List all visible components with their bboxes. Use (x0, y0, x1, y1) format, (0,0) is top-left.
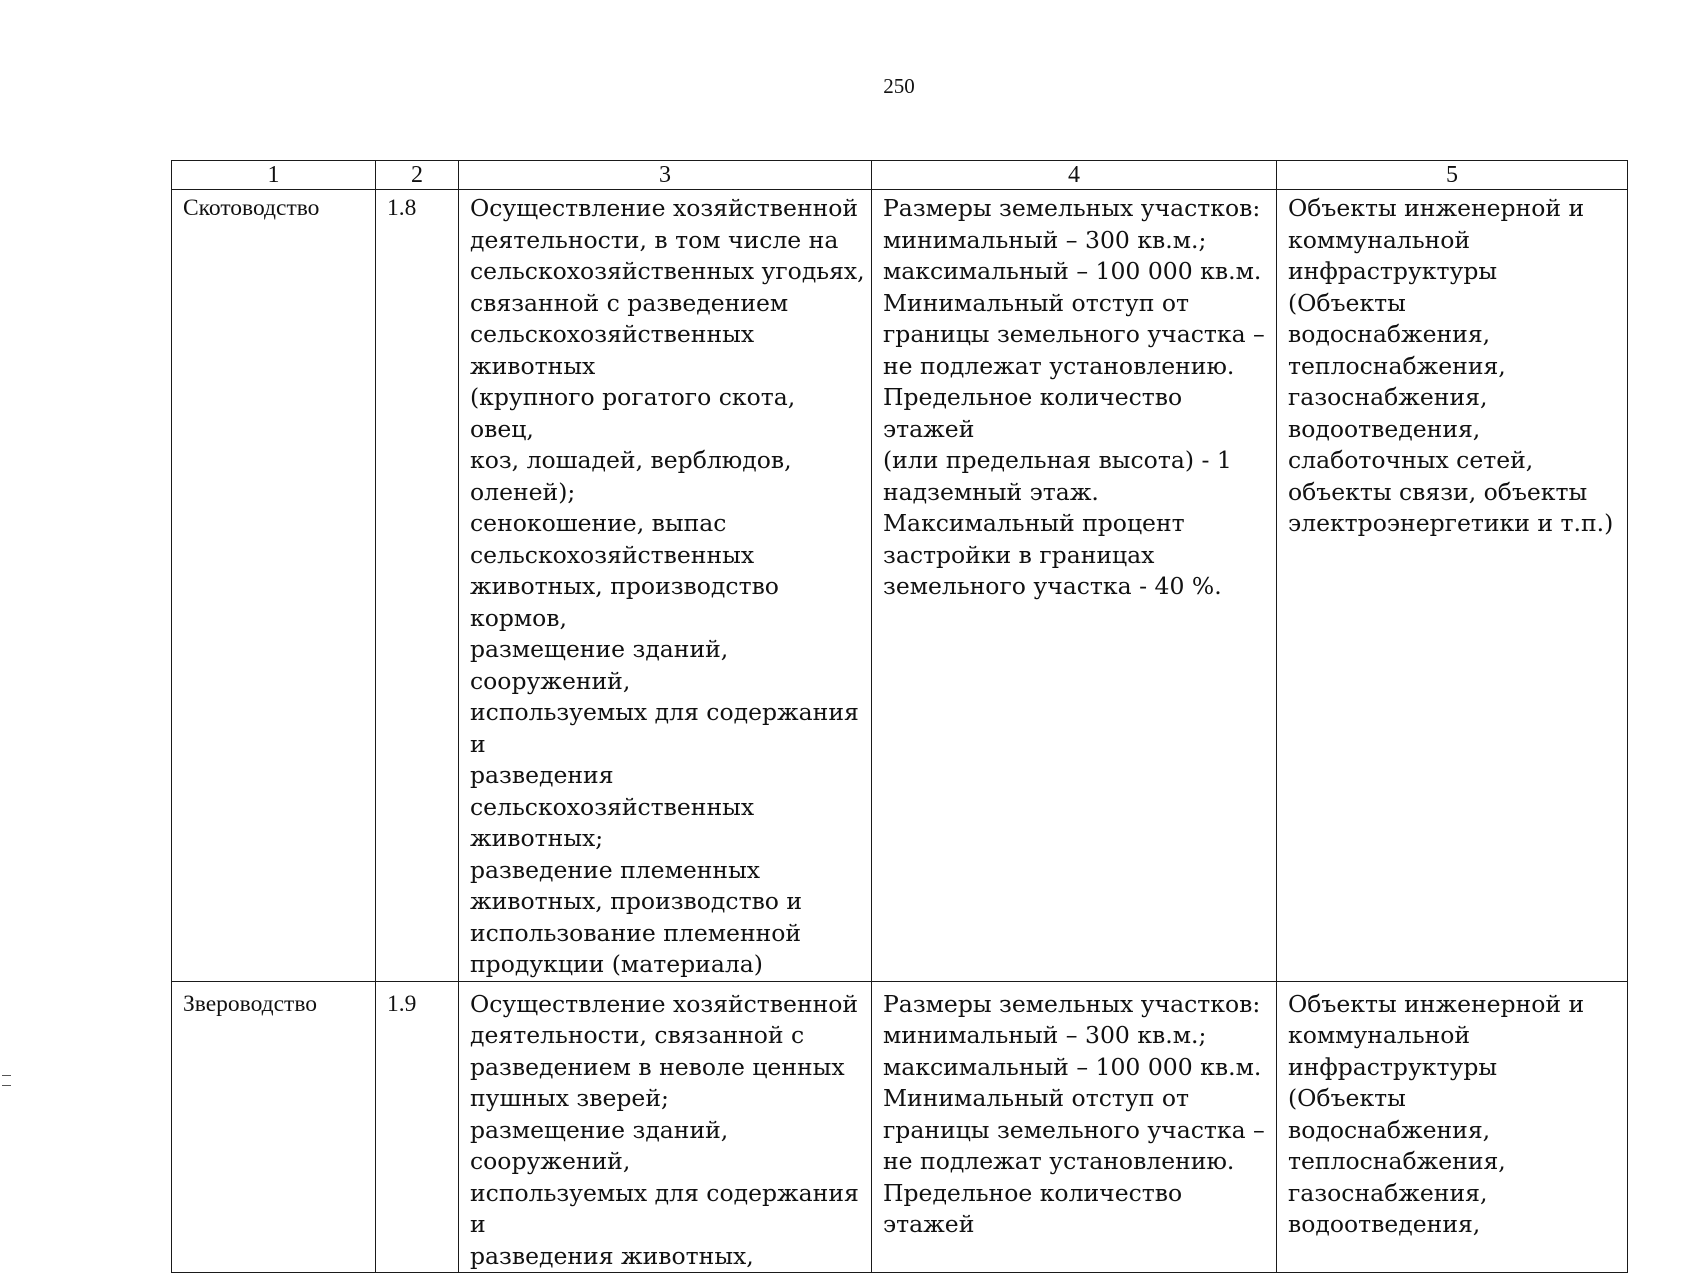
table-header-row (172, 161, 1628, 190)
land-plot-parameters: Размеры земельных участков: минимальный – 300 кв.м.; максимальный – 100 000 кв.м. Минимальный отступ от границы земельного участка – не подлежат установлению. Предельное количество этажей (872, 981, 1277, 1273)
land-use-name: Скотоводство (172, 190, 376, 982)
land-use-description: Осуществление хозяйственной деятельности, связанной с разведением в неволе ценных пушных зверей; размещение зданий, сооружений, используемых для содержания и разведения животных, (459, 981, 872, 1273)
land-use-name: Звероводство (172, 981, 376, 1273)
column-header-5: 5 (1277, 161, 1628, 190)
land-use-description: Осуществление хозяйственной деятельности, в том числе на сельскохозяйственных угодьях, связанной с разведением сельскохозяйственных животных (крупного рогатого скота, овец, коз, лошадей, верблюдов, оленей); сенокошение, выпас сельскохозяйственных животных, производство кормов, размещение зданий, сооружений, используемых для содержания и разведения сельскохозяйственных животных; разведение племенных животных, производство и использование племенной продукции (материала) (459, 190, 872, 982)
land-use-table (171, 160, 1628, 1273)
margin-tick (2, 1085, 11, 1086)
infrastructure-objects: Объекты инженерной и коммунальной инфраструктуры (Объекты водоснабжения, теплоснабжения, газоснабжения, водоотведения, (1277, 981, 1628, 1273)
table-row (172, 190, 1628, 982)
column-header-4: 4 (872, 161, 1277, 190)
page-number: 250 (883, 74, 915, 98)
column-header-1: 1 (172, 161, 376, 190)
land-plot-parameters: Размеры земельных участков: минимальный – 300 кв.м.; максимальный – 100 000 кв.м. Минимальный отступ от границы земельного участка – не подлежат установлению. Предельное количество этажей (или предельная высота) - 1 надземный этаж. Максимальный процент застройки в границах земельного участка - 40 %. (872, 190, 1277, 982)
binding-margin-marks (2, 1075, 10, 1097)
land-use-code: 1.9 (376, 981, 459, 1273)
infrastructure-objects: Объекты инженерной и коммунальной инфраструктуры (Объекты водоснабжения, теплоснабжения, газоснабжения, водоотведения, слаботочных сетей, объекты связи, объекты электроэнергетики и т.п.) (1277, 190, 1628, 982)
column-header-2: 2 (376, 161, 459, 190)
table-row (172, 981, 1628, 1273)
margin-tick (2, 1075, 11, 1076)
land-use-code: 1.8 (376, 190, 459, 982)
column-header-3: 3 (459, 161, 872, 190)
